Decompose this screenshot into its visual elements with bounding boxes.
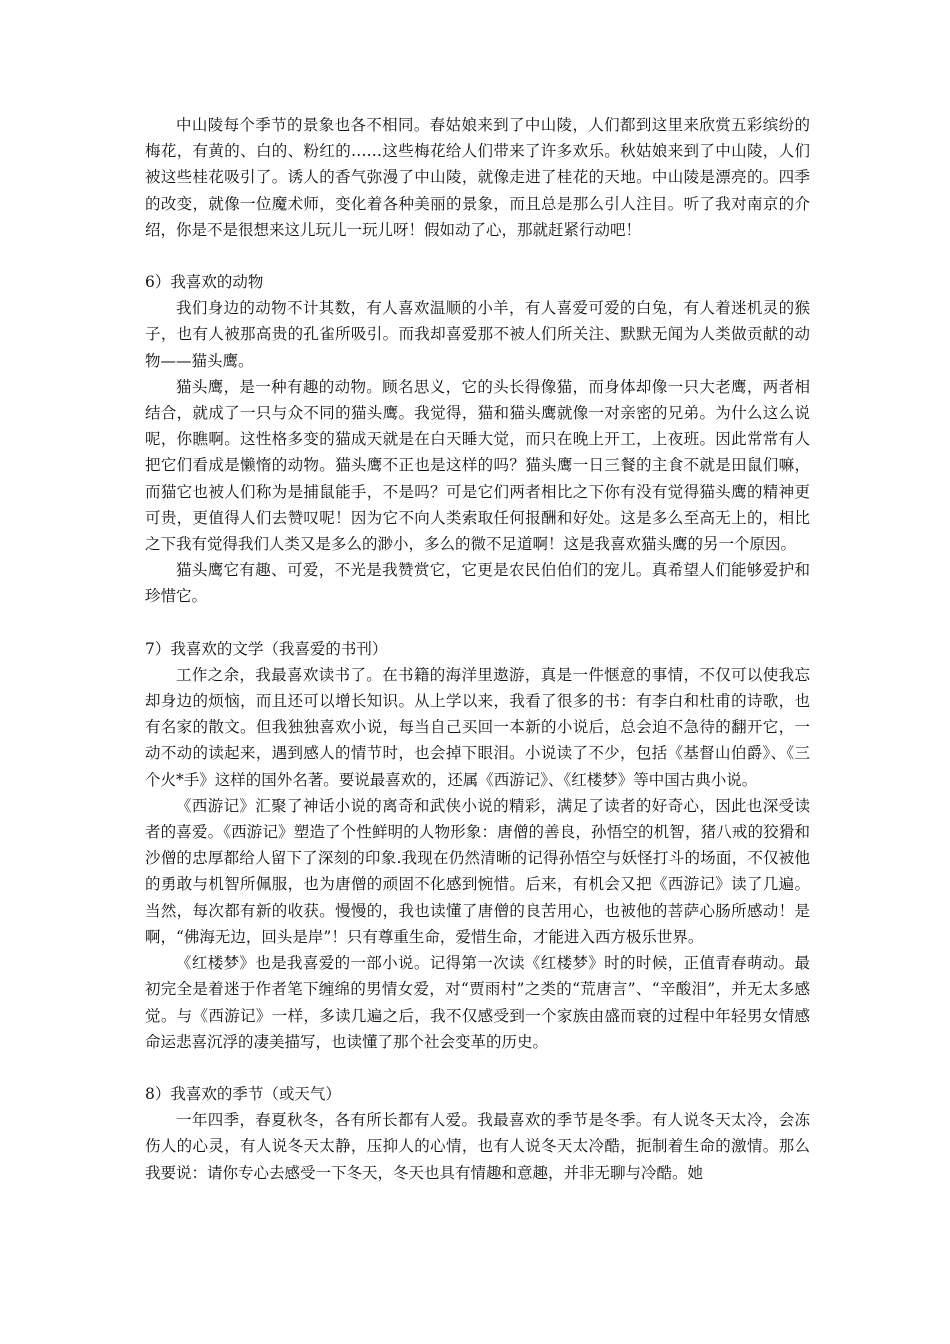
section-8-paragraph-1: 一年四季，春夏秋冬，各有所长都有人爱。我最喜欢的季节是冬季。有人说冬天太冷，会冻伤人的心灵，有人说冬天太静，压抑人的心情，也有人说冬天太冷酷，扼制着生命的激情。那么我要说：请你专心去感受一下冬天，冬天也具有情趣和意趣，并非无聊与冷酷。她 [145, 1111, 810, 1182]
section-7-heading: 7）我喜欢的文学（我喜爱的书刊） [145, 639, 388, 658]
section-7-paragraph-3: 《红楼梦》也是我喜爱的一部小说。记得第一次读《红楼梦》时的时候，正值青春萌动。最初完全是着迷于作者笔下缠绵的男情女爱，对“贾雨村”之类的“荒唐言”、“辛酸泪”，并无太多感觉。与《西游记》一样，多读几遍之后，我不仅感受到一个家族由盛而衰的过程中年轻男女情感命运悲喜沉浮的凄美描写，也读懂了那个社会变革的历史。 [145, 954, 810, 1051]
document-page [145, 112, 810, 1186]
intro-paragraph: 中山陵每个季节的景象也各不相同。春姑娘来到了中山陵，人们都到这里来欣赏五彩缤纷的梅花，有黄的、白的、粉红的……这些梅花给人们带来了许多欢乐。秋姑娘来到了中山陵，人们被这些桂花吸引了。诱人的香气弥漫了中山陵，就像走进了桂花的天地。中山陵是漂亮的。四季的改变，就像一位魔术师，变化着各种美丽的景象，而且总是那么引人注目。听了我对南京的介绍，你是不是很想来这儿玩儿一玩儿呀！假如动了心，那就赶紧行动吧！ [145, 116, 810, 239]
section-7-paragraph-1: 工作之余，我最喜欢读书了。在书籍的海洋里遨游，真是一件惬意的事情，不仅可以使我忘却身边的烦恼，而且还可以增长知识。从上学以来，我看了很多的书：有李白和杜甫的诗歌，也有名家的散文。但我独独喜欢小说，每当自己买回一本新的小说后，总会迫不急待的翻开它，一动不动的读起来，遇到感人的情节时，也会掉下眼泪。小说读了不少，包括《基督山伯爵》、《三个火*手》这样的国外名著。要说最喜欢的，还属《西游记》、《红楼梦》等中国古典小说。 [145, 665, 810, 789]
section-6-paragraph-2: 猫头鹰，是一种有趣的动物。顾名思义，它的头长得像猫，而身体却像一只大老鹰，两者相结合，就成了一只与众不同的猫头鹰。我觉得，猫和猫头鹰就像一对亲密的兄弟。为什么这么说呢，你瞧啊。这性格多变的猫成天就是在白天睡大觉，而只在晚上开工，上夜班。因此常常有人把它们看成是懒惰的动物。猫头鹰不正也是这样的吗？猫头鹰一日三餐的主食不就是田鼠们嘛，而猫它也被人们称为是捕鼠能手，不是吗？可是它们两者相比之下你有没有觉得猫头鹰的精神更可贵，更值得人们去赞叹呢！因为它不向人类索取任何报酬和好处。这是多么至高无上的，相比之下我有觉得我们人类又是多么的渺小，多么的微不足道啊！这是我喜欢猫头鹰的另一个原因。 [145, 377, 810, 554]
section-7-paragraph-2: 《西游记》汇聚了神话小说的离奇和武侠小说的精彩，满足了读者的好奇心，因此也深受读者的喜爱。《西游记》塑造了个性鲜明的人物形象：唐僧的善良，孙悟空的机智，猪八戒的狡猾和沙僧的忠厚都给人留下了深刻的印象.我现在仍然清晰的记得孙悟空与妖怪打斗的场面，不仅被他的勇敢与机智所佩服，也为唐僧的顽固不化感到惋惜。后来，有机会又把《西游记》读了几遍。当然，每次都有新的收获。慢慢的，我也读懂了唐僧的良苦用心，也被他的菩萨心肠所感动！是啊，“佛海无边，回头是岸”！只有尊重生命，爱惜生命，才能进入西方极乐世界。 [145, 796, 810, 946]
section-gap [145, 610, 810, 636]
section-6-paragraph-3: 猫头鹰它有趣、可爱，不光是我赞赏它，它更是农民伯伯们的宠儿。真希望人们能够爱护和珍惜它。 [145, 561, 810, 606]
section-8-heading: 8）我喜欢的季节（或天气） [145, 1084, 341, 1103]
section-gap [145, 243, 810, 269]
section-6-paragraph-1: 我们身边的动物不计其数，有人喜欢温顺的小羊，有人喜爱可爱的白兔，有人着迷机灵的猴子，也有人被那高贵的孔雀所吸引。而我却喜爱那不被人们所关注、默默无闻为人类做贡献的动物——猫头鹰。 [145, 299, 810, 370]
section-gap [145, 1055, 810, 1081]
section-6-heading: 6）我喜欢的动物 [145, 273, 264, 292]
